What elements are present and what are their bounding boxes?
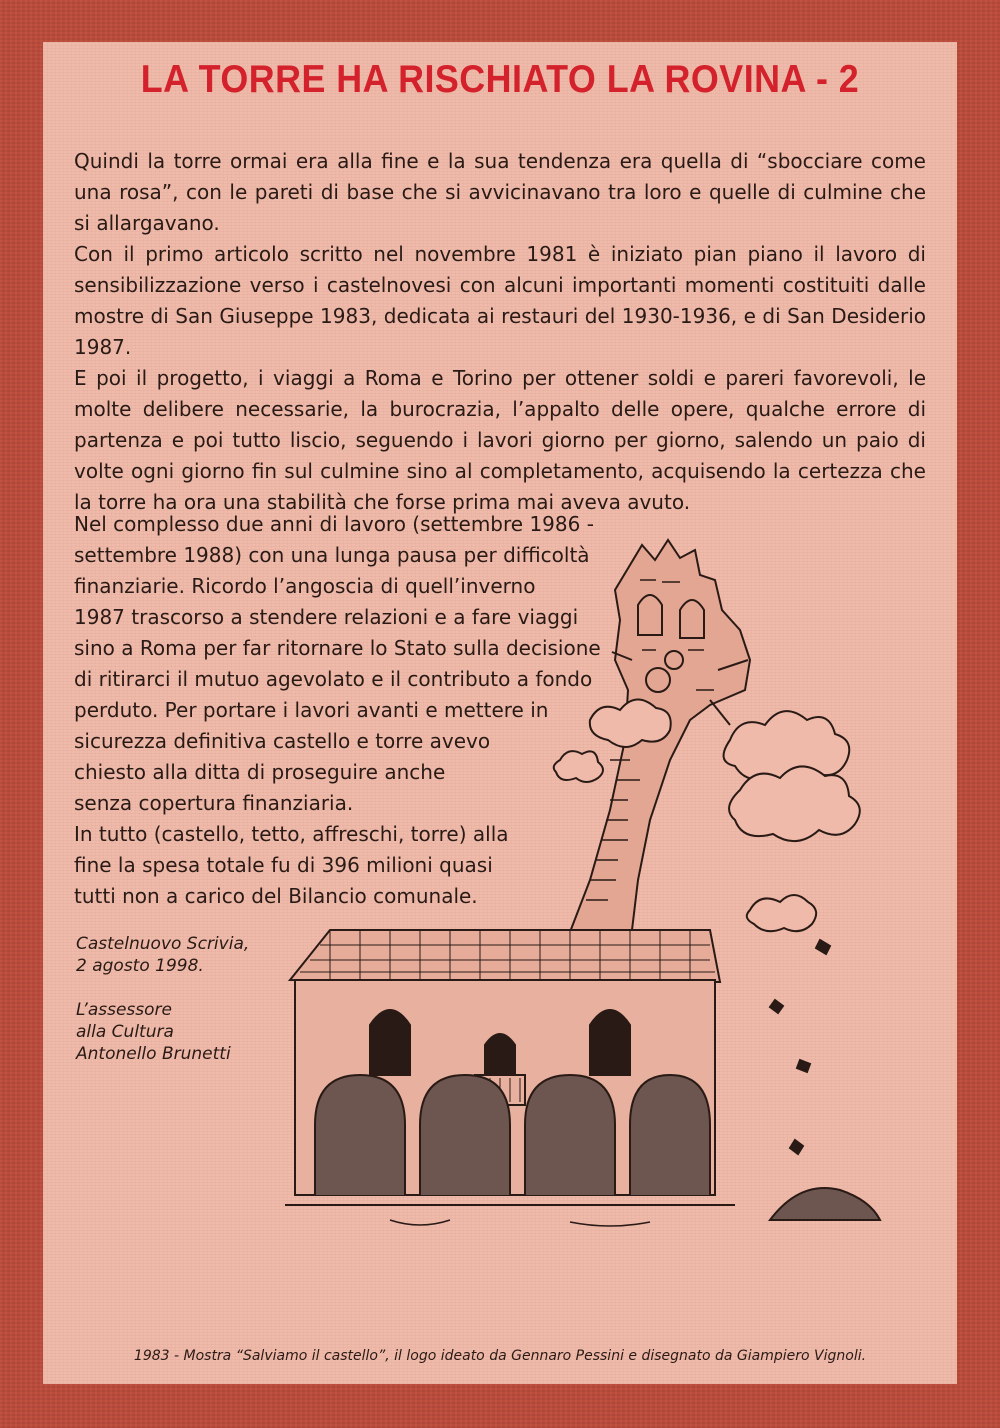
signature-name: Antonello Brunetti: [76, 1044, 231, 1064]
paragraph: Con il primo articolo scritto nel novembre 1981 è iniziato pian piano il lavoro di sensibilizzazione verso i castelnovesi con alcuni importanti momenti costituiti dalle mostre di San Giuseppe 1983, dedicata ai restauri del 1930-1936, e di San Desiderio 1987.: [74, 242, 926, 359]
text-line: 1987 trascorso a stendere relazioni e a fare viaggi: [74, 605, 579, 629]
text-line: senza copertura finanziaria.: [74, 791, 354, 815]
text-line: perduto. Per portare i lavori avanti e mettere in: [74, 698, 549, 722]
page-title: LA TORRE HA RISCHIATO LA ROVINA - 2: [140, 58, 860, 101]
castle-tower-illustration: [270, 520, 930, 1320]
text-line: finanziarie. Ricordo l’angoscia di quell’inverno: [74, 574, 536, 598]
signature-role: L’assessore: [76, 1000, 172, 1020]
text-line: fine la spesa totale fu di 396 milioni quasi: [74, 853, 493, 877]
signature-place: Castelnuovo Scrivia,: [76, 934, 250, 954]
text-line: tutti non a carico del Bilancio comunale.: [74, 884, 478, 908]
signature-role: alla Cultura: [76, 1022, 174, 1042]
paragraph: Quindi la torre ormai era alla fine e la sua tendenza era quella di “sbocciare come una rosa”, con le pareti di base che si avvicinavano tra loro e quelle di culmine che si allargavano.: [74, 149, 926, 235]
text-line: settembre 1988) con una lunga pausa per difficoltà: [74, 543, 590, 567]
signature-block: [76, 933, 249, 1065]
text-line: Nel complesso due anni di lavoro (settembre 1986 -: [74, 512, 594, 536]
text-line: chiesto alla ditta di proseguire anche: [74, 760, 446, 784]
paragraph: E poi il progetto, i viaggi a Roma e Torino per ottener soldi e pareri favorevoli, le molte delibere necessarie, la burocrazia, l’appalto delle opere, qualche errore di partenza e poi tutto liscio, seguendo i lavori giorno per giorno, salendo un paio di volte ogni giorno fin sul culmine sino al completamento, acquisendo la certezza che la torre ha ora una stabilità che forse prima mai aveva avuto.: [74, 366, 926, 514]
text-line: In tutto (castello, tetto, affreschi, torre) alla: [74, 822, 509, 846]
text-line: di ritirarci il mutuo agevolato e il contributo a fondo: [74, 667, 593, 691]
text-line: sino a Roma per far ritornare lo Stato sulla decisione: [74, 636, 601, 660]
text-line: sicurezza definitiva castello e torre avevo: [74, 729, 491, 753]
article-body: [74, 146, 926, 518]
image-caption: 1983 - Mostra “Salviamo il castello”, il logo ideato da Gennaro Pessini e disegnato da Giampiero Vignoli.: [133, 1348, 867, 1364]
signature-date: 2 agosto 1998.: [76, 956, 204, 976]
